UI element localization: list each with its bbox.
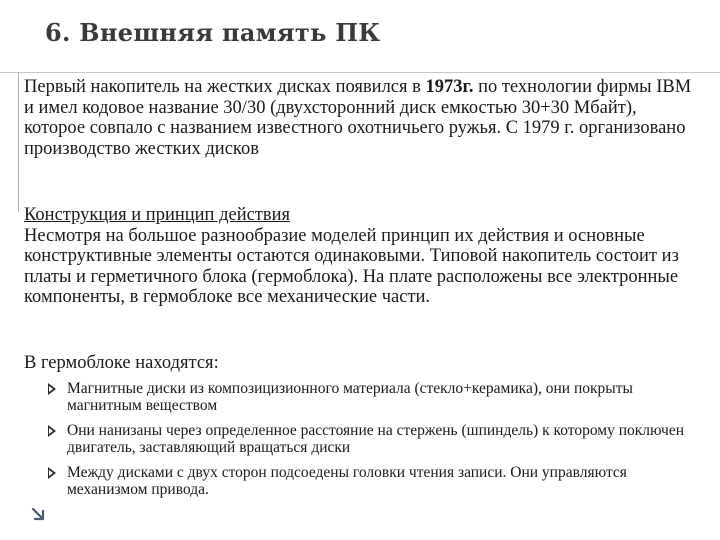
list-item-text: Между дисками с двух сторон подсоедены головки чтения записи. Они управляются механизмом привода.: [67, 464, 627, 498]
list-item: [48, 423, 698, 456]
intro-text-start: Первый накопитель на жестких дисках появился в: [24, 77, 426, 97]
left-accent-line: [18, 72, 19, 212]
arrow-bullet-icon: [48, 383, 56, 395]
page-title: 6. Внешняя память ПК: [45, 18, 381, 47]
intro-paragraph: [24, 77, 694, 159]
arrow-bullet-icon: [48, 467, 56, 479]
list-item: [48, 465, 698, 498]
intro-text-end: по технологии фирмы IBM и имел кодовое название 30/30 (двухсторонний диск емкостью 30+30 Мбайт), которое совпало с названием известного охотничьего ружья. С 1979 г. организовано производство жестких дисков: [24, 77, 692, 159]
hermoblock-list: [48, 381, 698, 507]
arrow-bullet-icon: [48, 425, 56, 437]
construction-section: [24, 205, 694, 308]
section-heading: Конструкция и принцип действия: [24, 205, 291, 225]
list-item: [48, 381, 698, 414]
intro-year: 1973г.: [425, 77, 474, 97]
hermoblock-lead: В гермоблоке находятся:: [24, 353, 219, 373]
title-divider: [0, 72, 720, 73]
list-item-text: Магнитные диски из композицизионного материала (стекло+керамика), они покрыты магнитным веществом: [67, 380, 633, 414]
corner-arrow-icon: [31, 507, 45, 521]
construction-paragraph: Несмотря на большое разнообразие моделей принцип их действия и основные конструктивные элементы остаются одинаковыми. Типовой накопитель состоит из платы и герметичного блока (гермоблока). На плате расположены все электронные компоненты, в гермоблоке все механические части.: [24, 225, 679, 307]
list-item-text: Они нанизаны через определенное расстояние на стержень (шпиндель) к которому поключен двигатель, заставляющий вращаться диски: [67, 422, 684, 456]
